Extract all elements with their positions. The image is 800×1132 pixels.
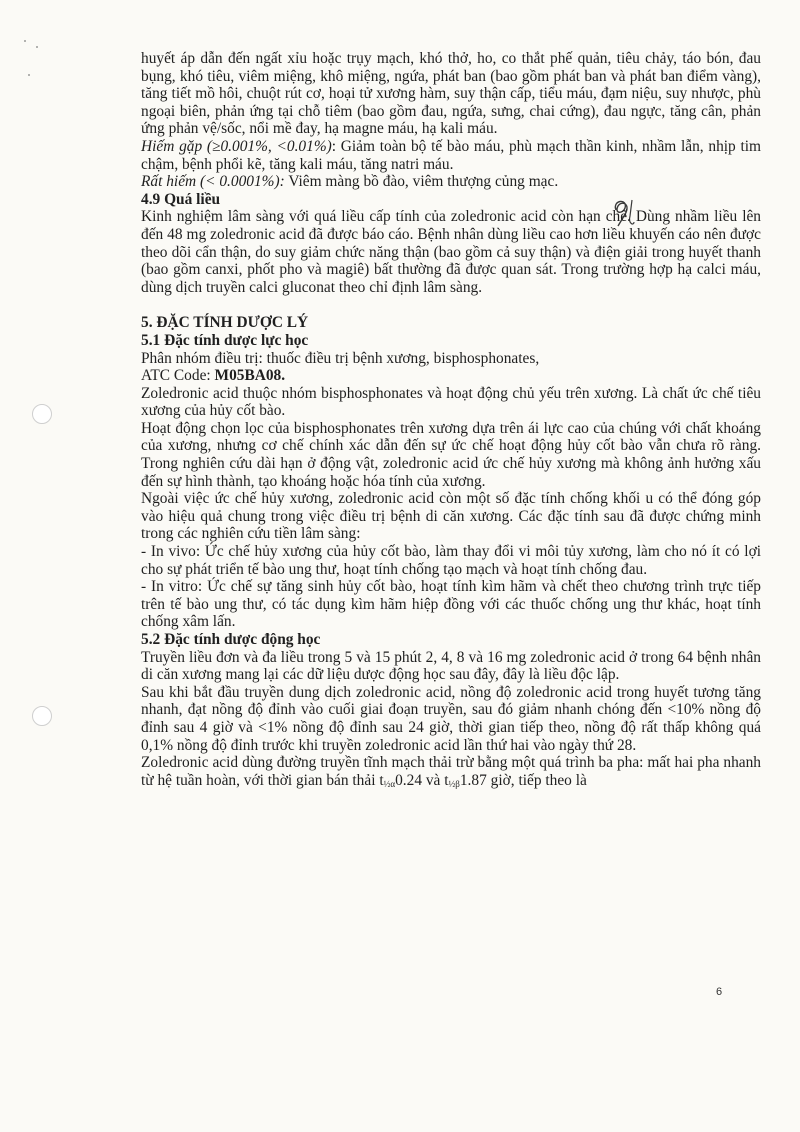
pharmacokinetics-paragraph-2: Sau khi bắt đầu truyền dung dịch zoledronic acid, nồng độ zoledronic acid trong huyết tương tăng nhanh, đạt nồng độ đỉnh vào cuối giai đoạn truyền, sau đó giảm nhanh chóng đến <10% nồng độ đỉnh sau 4 giờ và <1% nồng độ đỉnh sau 24 giờ, thời gian tiếp theo, nồng độ rất thấp không quá 0,1% nồng độ đỉnh trước khi truyền zoledronic acid lần thứ hai vào ngày thứ 28. bbox=[141, 683, 761, 754]
rare-label: Hiếm gặp (≥0.001%, <0.01%) bbox=[141, 137, 332, 155]
section-5-1-heading: 5.1 Đặc tính dược lực học bbox=[141, 331, 309, 349]
pharmacodynamics-paragraph-2: Hoạt động chọn lọc của bisphosphonates trên xương dựa trên ái lực cao của chúng với chất khoáng của xương, nhưng cơ chế chính xác dẫn đến sự ức chế hoạt động hủy cốt bào vẫn chưa rõ ràng. Trong nghiên cứu dài hạn ở động vật, zoledronic acid ức chế hủy xương mà không ảnh hưởng xấu đến sự hình thành, tạo khoáng hoặc hóa tính của xương. bbox=[141, 419, 761, 490]
section-5-2-heading: 5.2 Đặc tính dược động học bbox=[141, 631, 321, 648]
elimination-text-2: 0.24 và t bbox=[395, 771, 449, 789]
rare-text: : Giảm toàn bộ tế bào máu, phù mạch thần kinh, nhầm lẫn, nhịp tim chậm, bệnh phổi kẽ, tăng kali máu, tăng natri máu. bbox=[141, 137, 761, 173]
scan-specks bbox=[22, 38, 52, 88]
section-4-9-heading: 4.9 Quá liều bbox=[141, 190, 221, 208]
rare-effects-paragraph bbox=[141, 138, 761, 173]
punch-hole-top bbox=[32, 404, 52, 424]
elimination-text-3: 1.87 giờ, tiếp theo là bbox=[459, 771, 587, 789]
page-number: 6 bbox=[716, 986, 723, 998]
atc-code: M05BA08. bbox=[214, 367, 286, 385]
atc-code-line bbox=[141, 367, 761, 385]
atc-label: ATC Code: bbox=[141, 367, 215, 385]
very-rare-effects-paragraph bbox=[141, 173, 761, 191]
document-body bbox=[141, 50, 761, 793]
punch-hole-bottom bbox=[32, 706, 52, 726]
half-life-beta-subscript: ½β bbox=[448, 778, 460, 789]
pharmacodynamics-paragraph-1: Zoledronic acid thuộc nhóm bisphosphonates và hoạt động chủ yếu trên xương. Là chất ức chế tiêu xương của hủy cốt bào. bbox=[141, 384, 761, 420]
pharmacodynamics-paragraph-3: Ngoài việc ức chế hủy xương, zoledronic acid còn một số đặc tính chống khối u có thể đóng góp vào hiệu quả chung trong việc điều trị bệnh di căn xương. Các đặc tính sau đã được chứng minh trong các nghiên cứu tiền lâm sàng: bbox=[141, 490, 761, 543]
very-rare-label: Rất hiếm (< 0.0001%): bbox=[141, 173, 285, 191]
adverse-effects-paragraph: huyết áp dẫn đến ngất xỉu hoặc trụy mạch, khó thở, ho, co thắt phế quản, tiêu chảy, táo bón, đau bụng, khó tiêu, viêm miệng, khô miệng, ngứa, phát ban (bao gồm phát ban và phát ban điểm vàng), tăng tiết mồ hôi, chuột rút cơ, hoại tử xương hàm, suy thận cấp, tiểu máu, đạm niệu, suy nhược, phù ngoại biên, phản ứng tại chỗ tiêm (bao gồm đau, ngứa, sưng, chai cứng), đau ngực, tăng cân, phản ứng phản vệ/sốc, nổi mề đay, hạ magne máu, hạ kali máu. bbox=[141, 50, 761, 138]
overdose-paragraph: Kinh nghiệm lâm sàng với quá liều cấp tính của zoledronic acid còn hạn chế. Dùng nhầm liều lên đến 48 mg zoledronic acid đã được báo cáo. Bệnh nhân dùng liều cao hơn liều khuyến cáo nên được theo dõi cẩn thận, do suy giảm chức năng thận (bao gồm cả suy thận) và điện giải trong huyết thanh (bao gồm canxi, phốt pho và magiê) bất thường đã được quan sát. Trong trường hợp hạ calci máu, dùng dịch truyền calci gluconat theo chỉ định lâm sàng. bbox=[141, 208, 761, 296]
section-5-heading: 5. ĐẶC TÍNH DƯỢC LÝ bbox=[141, 314, 309, 332]
elimination-text-1: Zoledronic acid dùng đường truyền tĩnh mạch thải trừ bằng một quá trình ba pha: mất hai pha nhanh từ hệ tuần hoàn, với thời gian bán thải t bbox=[141, 754, 761, 789]
in-vitro-item: - In vitro: Ức chế sự tăng sinh hủy cốt bào, hoạt tính kìm hãm và chết theo chương trình trực tiếp trên tế bào ung thư, có tác dụng kìm hãm hiệp đồng với các thuốc chống ung thư khác, hoạt tính chống xâm lấn. bbox=[141, 578, 761, 631]
pharmacokinetics-paragraph-3 bbox=[141, 754, 761, 793]
pharmacokinetics-paragraph-1: Truyền liều đơn và đa liều trong 5 và 15 phút 2, 4, 8 và 16 mg zoledronic acid ở trong 64 bệnh nhân di căn xương mang lại các dữ liệu dược động học sau đây, đây là liều độc lập. bbox=[141, 648, 761, 684]
in-vivo-item: - In vivo: Ức chế hủy xương của hủy cốt bào, làm thay đổi vi môi tủy xương, làm cho nó ít có lợi cho sự phát triển tế bào ung thư, hoạt tính chống tạo mạch và hoạt tính chống đau. bbox=[141, 543, 761, 578]
half-life-alpha-subscript: ½α bbox=[383, 778, 396, 789]
therapeutic-group-line: Phân nhóm điều trị: thuốc điều trị bệnh xương, bisphosphonates, bbox=[141, 349, 540, 367]
very-rare-text: Viêm màng bồ đào, viêm thượng củng mạc. bbox=[284, 173, 559, 191]
